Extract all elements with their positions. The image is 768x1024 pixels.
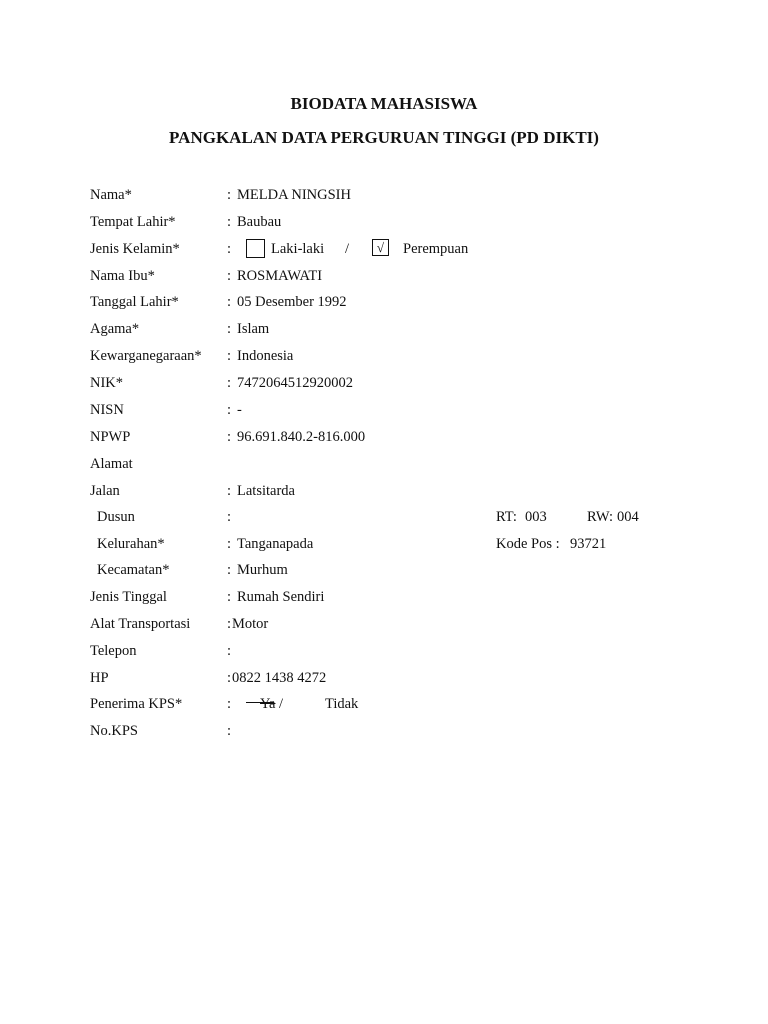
- field-value: Tanganapada: [237, 536, 314, 552]
- colon: :: [227, 509, 232, 525]
- colon: :: [227, 348, 232, 364]
- male-checkbox: [246, 239, 265, 258]
- field-value: Latsitarda: [237, 483, 295, 499]
- field-kewarganegaraan: [90, 345, 690, 367]
- field-label: Kecamatan*: [97, 562, 170, 578]
- field-hp: [90, 667, 690, 689]
- field-value: 7472064512920002: [237, 375, 353, 391]
- field-telepon: [90, 640, 690, 662]
- option-male: Laki-laki: [271, 241, 325, 257]
- field-dusun: [90, 506, 690, 528]
- field-label: Nama Ibu*: [90, 268, 155, 284]
- colon: :: [227, 294, 232, 310]
- field-label: Nama*: [90, 187, 132, 203]
- field-kelurahan: [90, 533, 690, 555]
- field-agama: [90, 318, 690, 340]
- field-nama: [90, 184, 690, 206]
- field-label: No.KPS: [90, 723, 138, 739]
- field-nama-ibu: [90, 265, 690, 287]
- field-no-kps: [90, 720, 690, 742]
- field-jalan: [90, 480, 690, 502]
- colon: :: [227, 723, 232, 739]
- field-label: Jenis Kelamin*: [90, 241, 180, 257]
- kodepos-value: 93721: [570, 536, 607, 552]
- option-separator: /: [345, 241, 350, 257]
- option-female: Perempuan: [403, 241, 469, 257]
- rt-label: RT:: [496, 509, 517, 525]
- field-nisn: [90, 399, 690, 421]
- colon: :: [227, 536, 232, 552]
- female-checkbox: √: [372, 239, 389, 256]
- field-label: Dusun: [97, 509, 135, 525]
- field-label: NISN: [90, 402, 124, 418]
- field-label: Jalan: [90, 483, 120, 499]
- field-value: Motor: [232, 616, 269, 632]
- colon: :: [227, 670, 232, 686]
- option-separator: /: [279, 696, 284, 712]
- field-label: Tanggal Lahir*: [90, 294, 179, 310]
- field-jenis-tinggal: [90, 586, 690, 608]
- field-nik: [90, 372, 690, 394]
- field-value: 96.691.840.2-816.000: [237, 429, 366, 445]
- field-alat-transportasi: [90, 613, 690, 635]
- field-label: NPWP: [90, 429, 131, 445]
- field-label: Penerima KPS*: [90, 696, 183, 712]
- colon: :: [227, 268, 232, 284]
- field-value: -: [237, 402, 242, 418]
- colon: :: [227, 321, 232, 337]
- colon: :: [227, 241, 232, 257]
- field-value: Murhum: [237, 562, 288, 578]
- field-value: 0822 1438 4272: [232, 670, 327, 686]
- rw-value: 004: [617, 509, 639, 525]
- field-tanggal-lahir: [90, 291, 690, 313]
- field-value: MELDA NINGSIH: [237, 187, 351, 203]
- colon: :: [227, 375, 232, 391]
- field-jenis-kelamin: [90, 238, 690, 260]
- field-label: Agama*: [90, 321, 140, 337]
- colon: :: [227, 643, 232, 659]
- field-label: Tempat Lahir*: [90, 214, 176, 230]
- field-value: Islam: [237, 321, 270, 337]
- colon: :: [227, 402, 232, 418]
- option-yes: Ya: [260, 696, 276, 712]
- field-label: Jenis Tinggal: [90, 589, 167, 605]
- option-no: Tidak: [325, 696, 359, 712]
- field-value: Indonesia: [237, 348, 294, 364]
- document-subtitle: PANGKALAN DATA PERGURUAN TINGGI (PD DIKTI): [169, 128, 599, 147]
- colon: :: [227, 483, 232, 499]
- field-label: Kelurahan*: [97, 536, 165, 552]
- rw-label: RW:: [587, 509, 614, 525]
- field-penerima-kps: [90, 693, 690, 715]
- field-value: Rumah Sendiri: [237, 589, 325, 605]
- colon: :: [227, 589, 232, 605]
- colon: :: [227, 616, 232, 632]
- colon: :: [227, 429, 232, 445]
- field-alamat: [90, 453, 690, 475]
- field-value: Baubau: [237, 214, 282, 230]
- field-npwp: [90, 426, 690, 448]
- field-value: 05 Desember 1992: [237, 294, 347, 310]
- field-label: Alat Transportasi: [90, 616, 191, 632]
- colon: :: [227, 696, 232, 712]
- field-label: Telepon: [90, 643, 137, 659]
- field-value: ROSMAWATI: [237, 268, 323, 284]
- field-kecamatan: [90, 559, 690, 581]
- document-title: BIODATA MAHASISWA: [290, 94, 478, 113]
- field-label: HP: [90, 670, 109, 686]
- field-tempat-lahir: [90, 211, 690, 233]
- rt-value: 003: [525, 509, 547, 525]
- colon: :: [227, 562, 232, 578]
- kodepos-label: Kode Pos :: [496, 536, 560, 552]
- colon: :: [227, 214, 232, 230]
- colon: :: [227, 187, 232, 203]
- field-label: NIK*: [90, 375, 124, 391]
- field-label: Kewarganegaraan*: [90, 348, 202, 364]
- section-label: Alamat: [90, 456, 133, 472]
